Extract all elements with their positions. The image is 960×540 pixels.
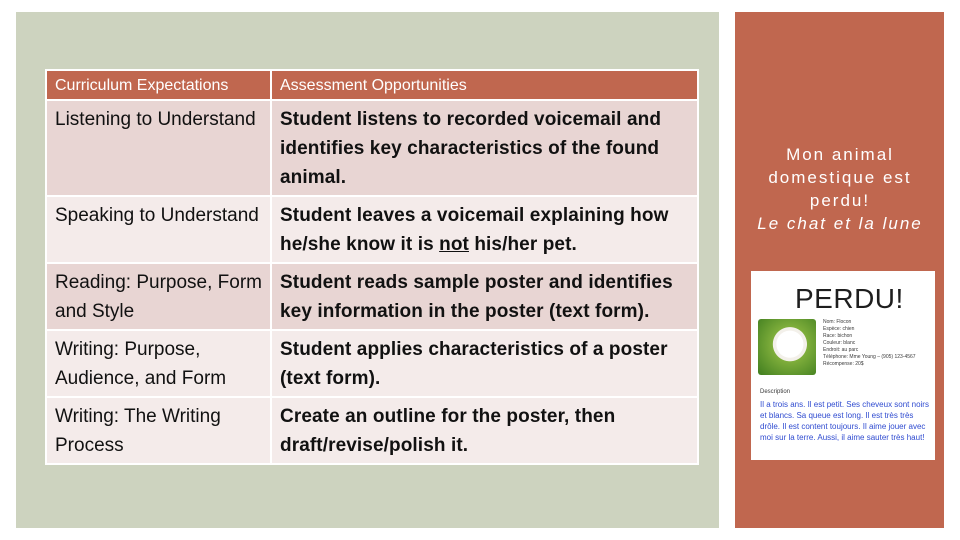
poster-detail-line: Endroit: au parc [823,347,859,353]
assessment-cell: Create an outline for the poster, then draft/revise/polish it. [271,397,698,464]
table-row [46,196,698,263]
column-header-expectations: Curriculum Expectations [46,70,271,100]
poster-detail-line: Téléphone: Mme Young – (905) 123-4567 [823,354,916,360]
poster-detail-line: Couleur: blanc [823,340,856,346]
assessment-text-after: his/her pet. [468,234,577,255]
sidebar-title-block [742,143,938,235]
expectation-cell: Writing: Purpose, Audience, and Form [46,330,271,397]
assessment-cell: Student applies characteristics of a poster (text form). [271,330,698,397]
assessment-emphasis: not [439,234,469,255]
poster-description: Il a trois ans. Il est petit. Ses cheveux sont noirs et blancs. Sa queue est long. Il est très très drôle. Il est content toujours. Il aime jouer avec moi sur la terre. Aussi, il aime sauter très haut! [760,400,929,442]
sidebar-subtitle: Le chat et la lune [757,214,923,233]
poster-detail-line: Récompense: 20$ [823,361,864,367]
assessment-text-before: Student leaves a voicemail explaining how he/she know it is [280,205,669,255]
table-row [46,263,698,330]
table-row [46,397,698,464]
poster-details [823,319,931,368]
column-header-assessment: Assessment Opportunities [271,70,698,100]
table-row [46,100,698,196]
lost-pet-poster [751,271,935,460]
poster-detail-line: Nom: Flocon [823,319,852,325]
poster-detail-line: Espèce: chien [823,326,855,332]
expectation-cell: Writing: The Writing Process [46,397,271,464]
table-header-row [46,70,698,100]
assessment-cell: Student reads sample poster and identifies key information in the poster (text form). [271,263,698,330]
expectation-cell: Speaking to Understand [46,196,271,263]
dog-photo [758,319,816,375]
expectation-cell: Listening to Understand [46,100,271,196]
poster-detail-line: Race: bichon [823,333,853,339]
poster-description-label: Description [760,389,791,395]
sidebar-title: Mon animal domestique est perdu! [768,145,912,210]
curriculum-table [45,69,699,465]
expectation-cell: Reading: Purpose, Form and Style [46,263,271,330]
assessment-cell: Student listens to recorded voicemail and identifies key characteristics of the found animal. [271,100,698,196]
table-row [46,330,698,397]
poster-heading: PERDU! [795,283,904,314]
assessment-cell [271,196,698,263]
